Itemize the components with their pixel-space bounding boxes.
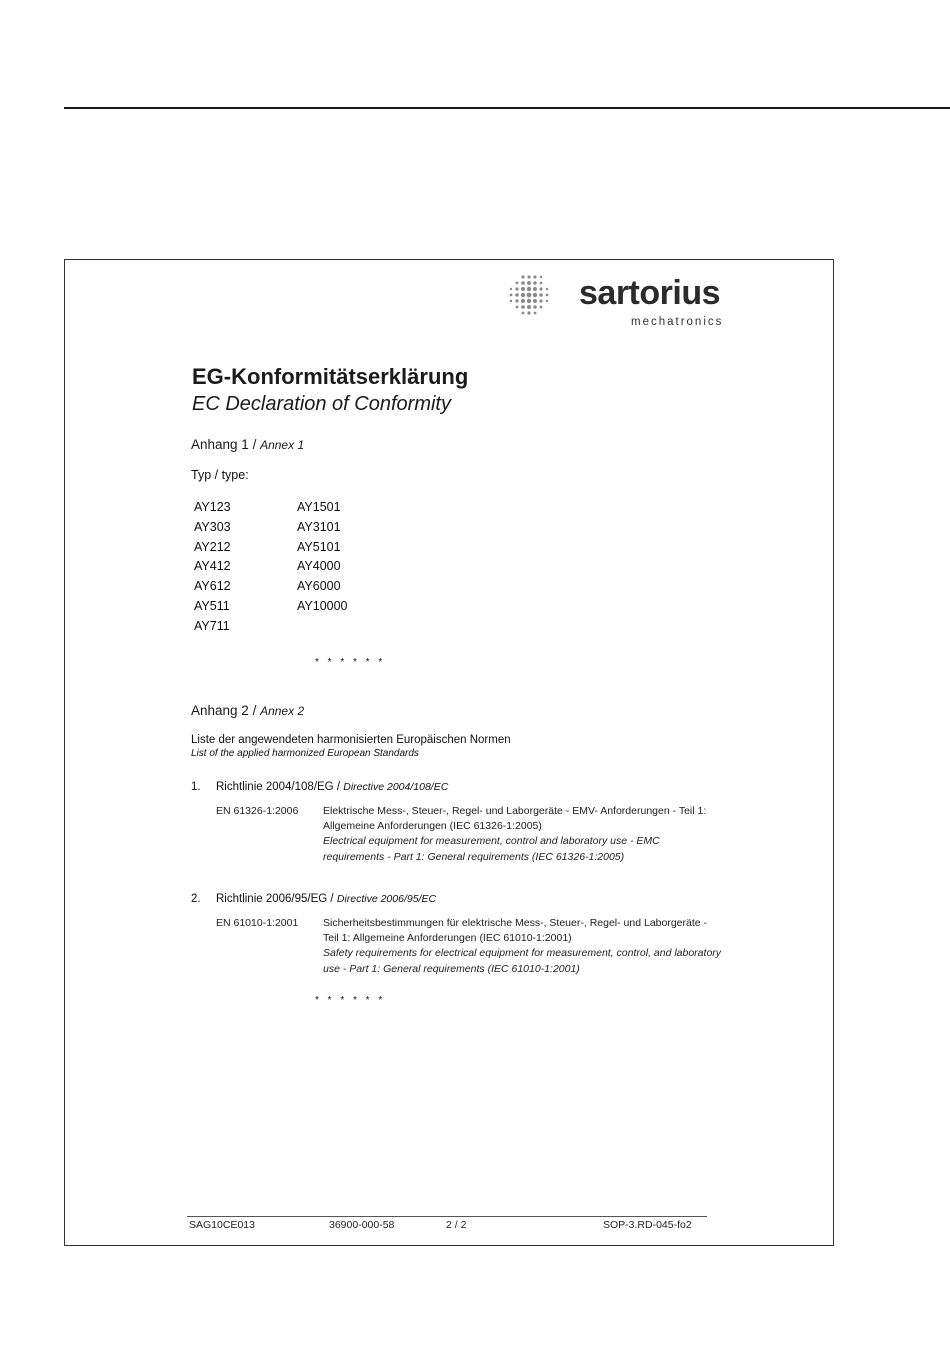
description-german: Elektrische Mess-, Steuer-, Regel- und Laborgeräte - EMV- Anforderungen - Teil 1: Allgemeine Anforderungen (IEC 61326-1:2005) — [323, 805, 707, 833]
standards-list-title-german: Liste der angewendeten harmonisierten Europäischen Normen — [191, 734, 511, 746]
top-divider — [64, 107, 950, 109]
standard-code: EN 61010-1:2001 — [216, 917, 299, 929]
description-english: Electrical equipment for measurement, control and laboratory use - EMC requirements - Part 1: General requirements (IEC 61326-1:2005) — [323, 835, 660, 863]
description-english: Safety requirements for electrical equipment for measurement, control, and laboratory use - Part 1: General requirements (IEC 61010-1:2001) — [323, 947, 722, 975]
annex-1-heading: Anhang 1 / Annex 1 — [191, 437, 305, 452]
title-english: EC Declaration of Conformity — [192, 393, 451, 415]
type-item: AY5101 — [297, 539, 341, 554]
footer-sop-code: SOP-3.RD-045-fo2 — [603, 1219, 692, 1231]
directive-heading: Richtlinie 2006/95/EG / Directive 2006/95/EC — [216, 893, 437, 905]
description-german: Sicherheitsbestimmungen für elektrische Mess-, Steuer-, Regel- und Laborgeräte - Teil 1: Allgemeine Anforderungen (IEC 61010-1:2001) — [323, 917, 708, 945]
standards-list-title-english: List of the applied harmonized European Standards — [191, 748, 419, 759]
logo-wordmark: sartorius — [579, 274, 720, 312]
type-item: AY3101 — [297, 519, 341, 534]
standard-description — [323, 804, 723, 865]
section-separator: * * * * * * — [315, 657, 386, 668]
section-separator: * * * * * * — [315, 995, 386, 1006]
directive-number: 1. — [191, 781, 201, 793]
directive-heading: Richtlinie 2004/108/EG / Directive 2004/108/EC — [216, 781, 449, 793]
footer-divider — [187, 1216, 707, 1217]
logo-subtitle: mechatronics — [631, 316, 724, 328]
type-item: AY6000 — [297, 579, 341, 594]
type-label: Typ / type: — [191, 468, 249, 482]
standard-code: EN 61326-1:2006 — [216, 805, 299, 817]
type-item: AY303 — [194, 519, 231, 534]
type-item: AY123 — [194, 500, 231, 514]
sartorius-logo-icon — [503, 274, 553, 316]
type-item: AY212 — [194, 539, 231, 554]
footer-page-number: 2 / 2 — [446, 1219, 467, 1231]
type-item: AY711 — [194, 618, 230, 633]
footer-doc-id: SAG10CE013 — [189, 1219, 255, 1231]
standard-description — [323, 916, 723, 977]
type-list-column-2 — [297, 498, 348, 617]
directive-number: 2. — [191, 893, 201, 905]
annex-2-heading: Anhang 2 / Annex 2 — [191, 703, 305, 718]
declaration-page — [64, 259, 834, 1246]
type-item: AY412 — [194, 559, 231, 574]
type-list-column-1 — [194, 498, 231, 637]
type-item: AY4000 — [297, 559, 341, 574]
title-german: EG-Konformitätserklärung — [192, 364, 469, 389]
type-item: AY612 — [194, 579, 231, 594]
type-item: AY1501 — [297, 500, 341, 514]
footer-part-number: 36900-000-58 — [329, 1219, 395, 1231]
type-item: AY10000 — [297, 598, 348, 613]
type-item: AY511 — [194, 598, 230, 613]
